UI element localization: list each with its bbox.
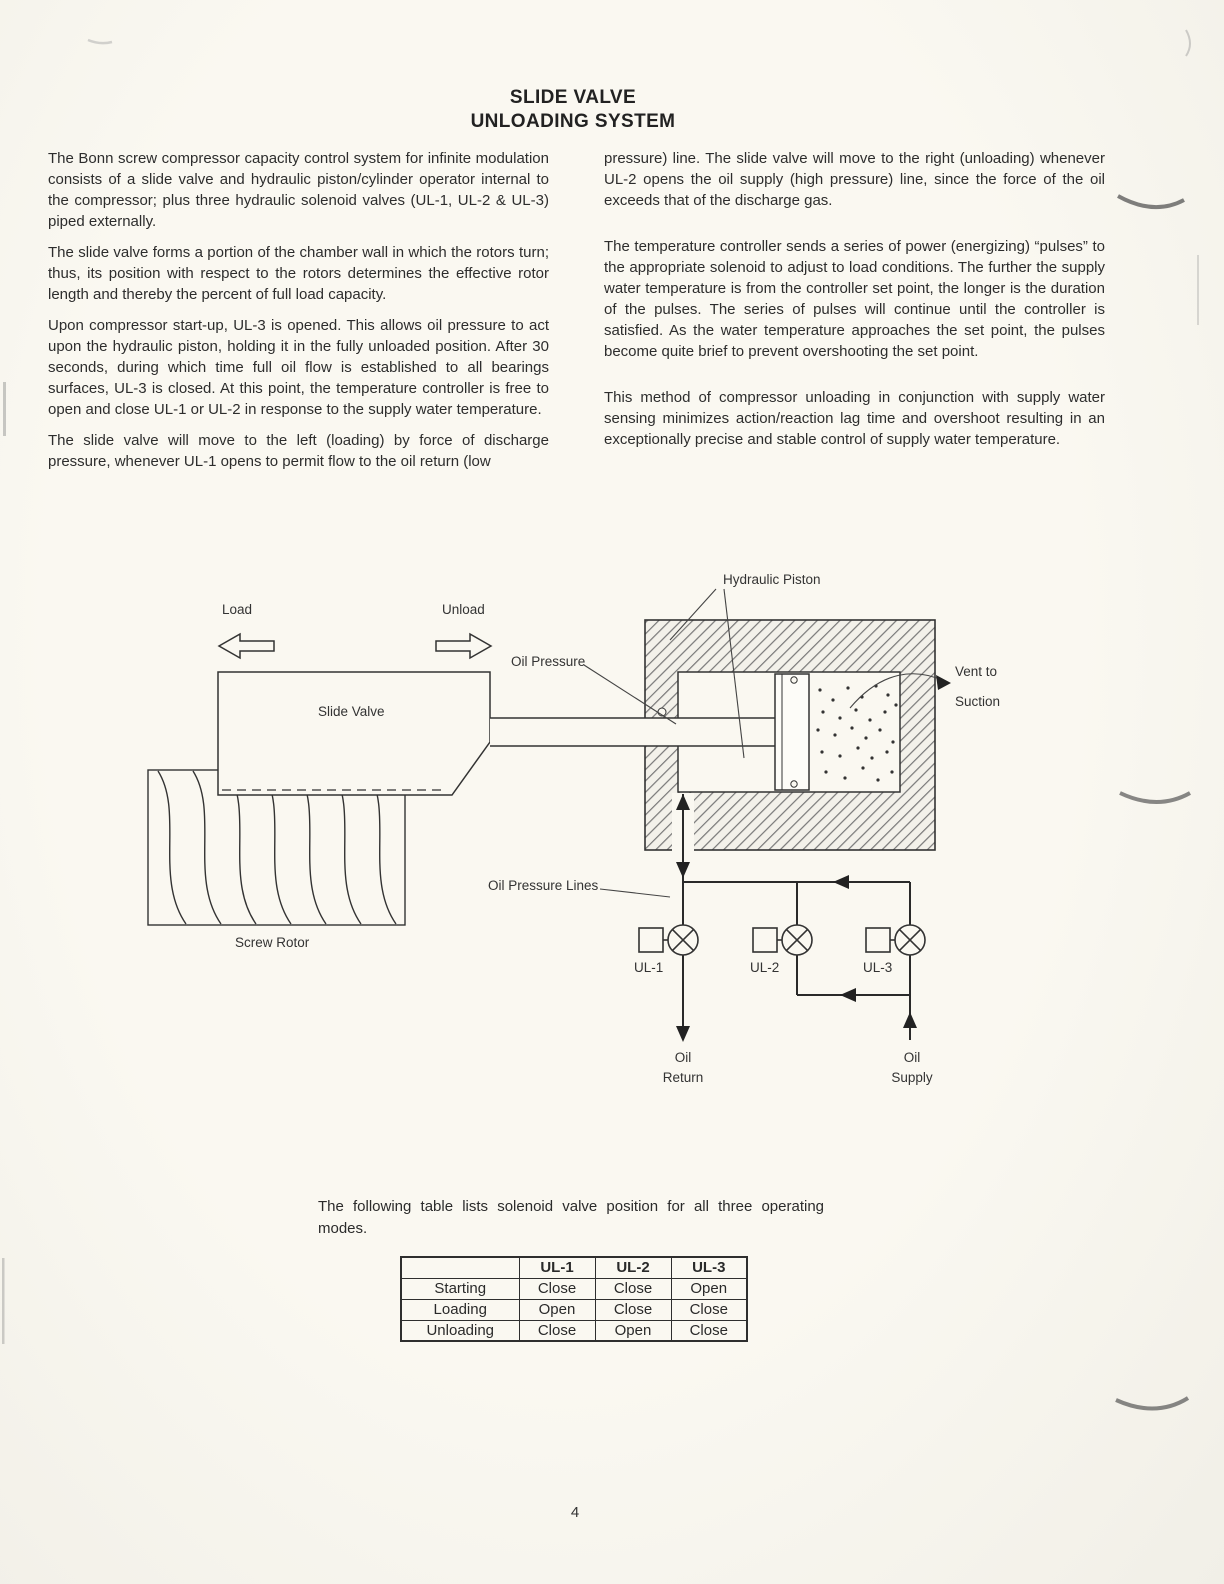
- mode-cell: Starting: [401, 1278, 519, 1299]
- paragraph: Upon compressor start-up, UL-3 is opened. This allows oil pressure to act upon the hydraulic piston, holding it in the fully unloaded position. After 30 seconds, during which time full oil flow is established to all bearings surfaces, UL-3 is closed. At this point, the temperature controller is free to open and close UL-1 or UL-2 in response to the supply water temperature.: [48, 317, 549, 418]
- paragraph: The Bonn screw compressor capacity control system for infinite modulation consists of a slide valve and hydraulic piston/cylinder operator internal to the compressor; plus three hydraulic solenoid valves (UL-1, UL-2 & UL-3) piped externally.: [48, 150, 549, 230]
- document-title: [0, 86, 1146, 134]
- hydraulic-piston-label: Hydraulic Piston: [723, 572, 821, 587]
- table-header-cell: UL-1: [519, 1257, 595, 1278]
- edge-mark: [2, 1258, 5, 1344]
- arrow-down-from-cylinder: [676, 862, 690, 878]
- edge-mark: [1197, 255, 1199, 325]
- oil-supply-label: Oil: [903, 1050, 921, 1065]
- hydraulic-piston: [775, 674, 809, 790]
- screw-rotor-label: Screw Rotor: [235, 935, 310, 950]
- vent-to-label: Vent to: [955, 664, 998, 679]
- page-curl-mark: [1118, 196, 1184, 207]
- load-arrow: [219, 634, 274, 658]
- left-column: [48, 148, 549, 482]
- paragraph: This method of compressor unloading in conjunction with supply water sensing minimizes action/reaction lag time and overshoot resulting in an exceptionally precise and stable control of supply water temperature.: [604, 389, 1105, 448]
- oil-supply-arrow: [903, 1012, 917, 1028]
- oil-pressure-label: Oil Pressure: [511, 654, 586, 669]
- valve-ul2: [753, 925, 812, 955]
- paragraph: The slide valve will move to the left (loading) by force of discharge pressure, whenever UL-1 opens to permit flow to the oil return (low: [48, 432, 549, 470]
- paragraph: pressure) line. The slide valve will move to the right (unloading) whenever UL-2 opens the oil supply (high pressure) line, since the force of the oil exceeds that of the discharge gas.: [604, 150, 1105, 209]
- solenoid-position-table: [400, 1256, 748, 1342]
- scan-smudge: [1186, 30, 1190, 56]
- suction-label: Suction: [955, 694, 1001, 709]
- unload-label: Unload: [442, 602, 485, 617]
- oil-supply-label: Supply: [891, 1070, 933, 1085]
- page-number: 4: [570, 1504, 580, 1521]
- table-row: [401, 1320, 747, 1341]
- value-cell: Close: [519, 1278, 595, 1299]
- valve-ul3: [866, 925, 925, 955]
- mode-cell: Unloading: [401, 1320, 519, 1341]
- solenoid-valves: [639, 925, 925, 955]
- value-cell: Close: [671, 1320, 747, 1341]
- table-header-cell: UL-2: [595, 1257, 671, 1278]
- valve-ul2-label: UL-2: [750, 960, 780, 975]
- load-label: Load: [222, 602, 253, 617]
- unload-arrow: [436, 634, 491, 658]
- valve-ul1: [639, 925, 698, 955]
- table-header-cell: [401, 1257, 519, 1278]
- slide-valve-diagram: [0, 555, 1224, 1100]
- page-curl-mark: [1116, 1398, 1188, 1409]
- table-row: [401, 1299, 747, 1320]
- arrow-left-header-line: [833, 875, 849, 889]
- arrow-left-supply-branch: [840, 988, 856, 1002]
- oil-return-label: Oil: [674, 1050, 692, 1065]
- value-cell: Close: [595, 1278, 671, 1299]
- value-cell: Close: [671, 1299, 747, 1320]
- oil-return-label: Return: [662, 1070, 704, 1085]
- table-header-cell: UL-3: [671, 1257, 747, 1278]
- valve-ul1-label: UL-1: [634, 960, 664, 975]
- slide-valve: [218, 672, 490, 795]
- oil-pressure-lines-label: Oil Pressure Lines: [488, 878, 599, 893]
- table-row: [401, 1278, 747, 1299]
- paragraph: The slide valve forms a portion of the chamber wall in which the rotors turn; thus, its position with respect to the rotors determines the effective rotor length and thereby the percent of full load capacity.: [48, 244, 549, 303]
- table-header-row: [401, 1257, 747, 1278]
- value-cell: Close: [595, 1299, 671, 1320]
- value-cell: Open: [595, 1320, 671, 1341]
- oil-return-arrow: [676, 1026, 690, 1042]
- valve-ul3-label: UL-3: [863, 960, 893, 975]
- vent-arrowhead: [936, 675, 951, 690]
- edge-mark: [3, 382, 6, 436]
- right-column: [604, 148, 1105, 475]
- piston-rod: [490, 718, 780, 746]
- load-unload-arrows: [219, 634, 491, 658]
- scan-smudge: [88, 40, 112, 43]
- slide-valve-label: Slide Valve: [318, 704, 385, 719]
- table-intro-text: The following table lists solenoid valve position for all three operating modes.: [318, 1198, 824, 1237]
- value-cell: Open: [519, 1299, 595, 1320]
- paragraph: The temperature controller sends a series of power (energizing) “pulses” to the appropriate solenoid to adjust to load conditions. The further the supply water temperature is from the controller set point, the longer is the duration of the pulses. The series of pulses will continue until the controller is satisfied. As the water temperature approaches the set point, the pulses become quite brief to prevent overshooting the set point.: [604, 238, 1105, 360]
- title-line-2: UNLOADING SYSTEM: [470, 111, 676, 132]
- mode-cell: Loading: [401, 1299, 519, 1320]
- value-cell: Close: [519, 1320, 595, 1341]
- title-line-1: SLIDE VALVE: [509, 87, 637, 108]
- value-cell: Open: [671, 1278, 747, 1299]
